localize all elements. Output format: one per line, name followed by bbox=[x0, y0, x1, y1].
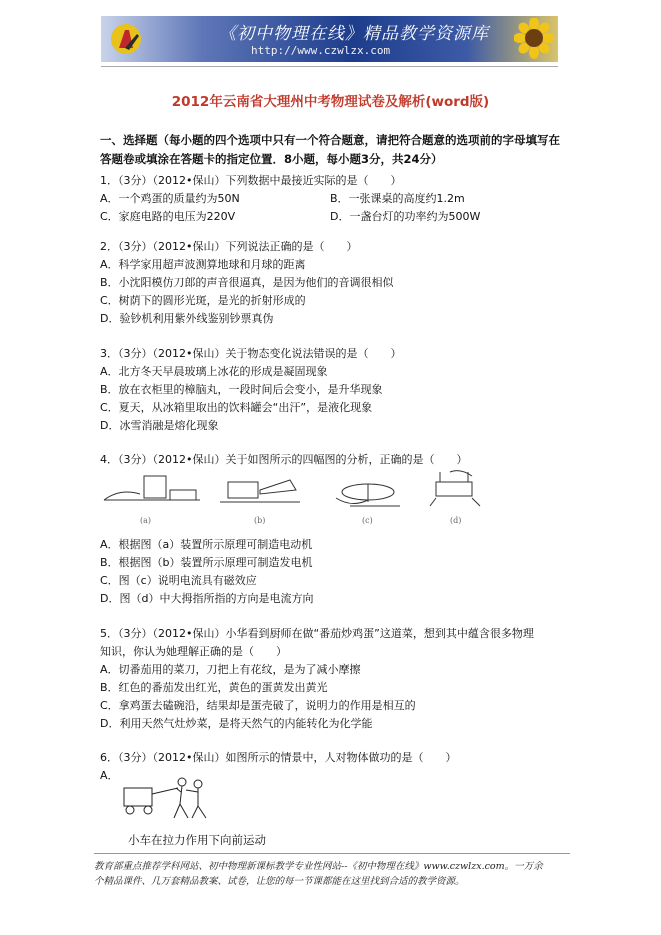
q4-figure bbox=[100, 470, 500, 528]
q3-stem: 3．（3分）（2012•保山）关于物态变化说法错误的是（ ） bbox=[100, 347, 402, 360]
q5-stem-line2: 知识，你认为她理解正确的是（ ） bbox=[100, 645, 287, 658]
fig-label-b: (b) bbox=[254, 516, 266, 525]
q5-option-a: A．切番茄用的菜刀，刀把上有花纹，是为了减小摩擦 bbox=[100, 663, 361, 676]
q1-stem: 1．（3分）（2012•保山）下列数据中最接近实际的是（ ） bbox=[100, 174, 402, 187]
q4-option-d: D．图（d）中大拇指所指的方向是电流方向 bbox=[100, 592, 314, 605]
banner-title: 《初中物理在线》精品教学资源库 bbox=[219, 24, 489, 44]
q5-option-d: D．利用天然气灶炒菜，是将天然气的内能转化为化学能 bbox=[100, 717, 373, 730]
q3-option-a: A．北方冬天早晨玻璃上冰花的形成是凝固现象 bbox=[100, 365, 328, 378]
q2-option-c: C．树荫下的圆形光斑，是光的折射形成的 bbox=[100, 294, 306, 307]
q2-stem: 2．（3分）（2012•保山）下列说法正确的是（ ） bbox=[100, 240, 358, 253]
q4-stem: 4．（3分）（2012•保山）关于如图所示的四幅图的分析，正确的是（ ） bbox=[100, 453, 468, 466]
footer-line1: 教育部重点推荐学科网站、初中物理新课标教学专业性网站--《初中物理在线》www.czwlzx.com。一万余 bbox=[94, 861, 543, 872]
banner-url[interactable]: http://www.czwlzx.com bbox=[251, 44, 391, 57]
q1-option-c: C．家庭电路的电压为220V bbox=[100, 210, 236, 223]
q6-stem: 6．（3分）（2012•保山）如图所示的情景中，人对物体做功的是（ ） bbox=[100, 751, 457, 764]
fig-label-c: (c) bbox=[362, 516, 373, 525]
q6-caption: 小车在拉力作用下向前运动 bbox=[128, 833, 266, 847]
document-title: 2012年云南省大理州中考物理试卷及解析(word版) bbox=[171, 94, 490, 110]
q4-option-c: C．图（c）说明电流具有磁效应 bbox=[100, 574, 257, 587]
q1-option-b: B．一张课桌的高度约1.2m bbox=[330, 192, 465, 205]
q1-option-a: A．一个鸡蛋的质量约为50N bbox=[100, 192, 240, 205]
q2-option-a: A．科学家用超声波测算地球和月球的距离 bbox=[100, 258, 306, 271]
q3-option-b: B．放在衣柜里的樟脑丸，一段时间后会变小，是升华现象 bbox=[100, 383, 383, 396]
header-rule bbox=[101, 66, 558, 67]
q2-option-b: B．小沈阳模仿刀郎的声音很逼真，是因为他们的音调很相似 bbox=[100, 276, 394, 289]
header-banner bbox=[101, 16, 558, 62]
q5-option-b: B．红色的番茄发出红光，黄色的蛋黄发出黄光 bbox=[100, 681, 328, 694]
q5-stem-line1: 5．（3分）（2012•保山）小华看到厨师在做“番茄炒鸡蛋”这道菜，想到其中蕴含很多物理 bbox=[100, 627, 534, 640]
q6-cart-figure bbox=[118, 774, 218, 824]
footer-line2: 个精品课件、几万套精品教案、试卷，让您的每一节课都能在这里找到合适的教学资源。 bbox=[94, 876, 465, 887]
q2-option-d: D．验钞机利用紫外线鉴别钞票真伪 bbox=[100, 312, 274, 325]
footer-rule bbox=[94, 853, 570, 854]
fig-label-a: (a) bbox=[140, 516, 152, 525]
q4-option-a: A．根据图（a）装置所示原理可制造电动机 bbox=[100, 538, 313, 551]
fig-label-d: (d) bbox=[450, 516, 462, 525]
q3-option-d: D．冰雪消融是熔化现象 bbox=[100, 419, 219, 432]
q6-option-a: A． bbox=[100, 769, 119, 782]
sunflower-icon bbox=[514, 18, 554, 60]
section-heading: 一、选择题（每小题的四个选项中只有一个符合题意，请把符合题意的选项前的字母填写在答题卷或填涂在答题卡的指定位置．8小题，每小题3分，共24分） bbox=[100, 133, 560, 166]
footer bbox=[94, 859, 570, 889]
q5-option-c: C．拿鸡蛋去磕碗沿，结果却是蛋壳破了，说明力的作用是相互的 bbox=[100, 699, 416, 712]
q4-option-b: B．根据图（b）装置所示原理可制造发电机 bbox=[100, 556, 313, 569]
logo-icon bbox=[109, 22, 147, 56]
q3-option-c: C．夏天，从冰箱里取出的饮料罐会“出汗”，是液化现象 bbox=[100, 401, 373, 414]
q1-option-d: D．一盏台灯的功率约为500W bbox=[330, 210, 481, 223]
